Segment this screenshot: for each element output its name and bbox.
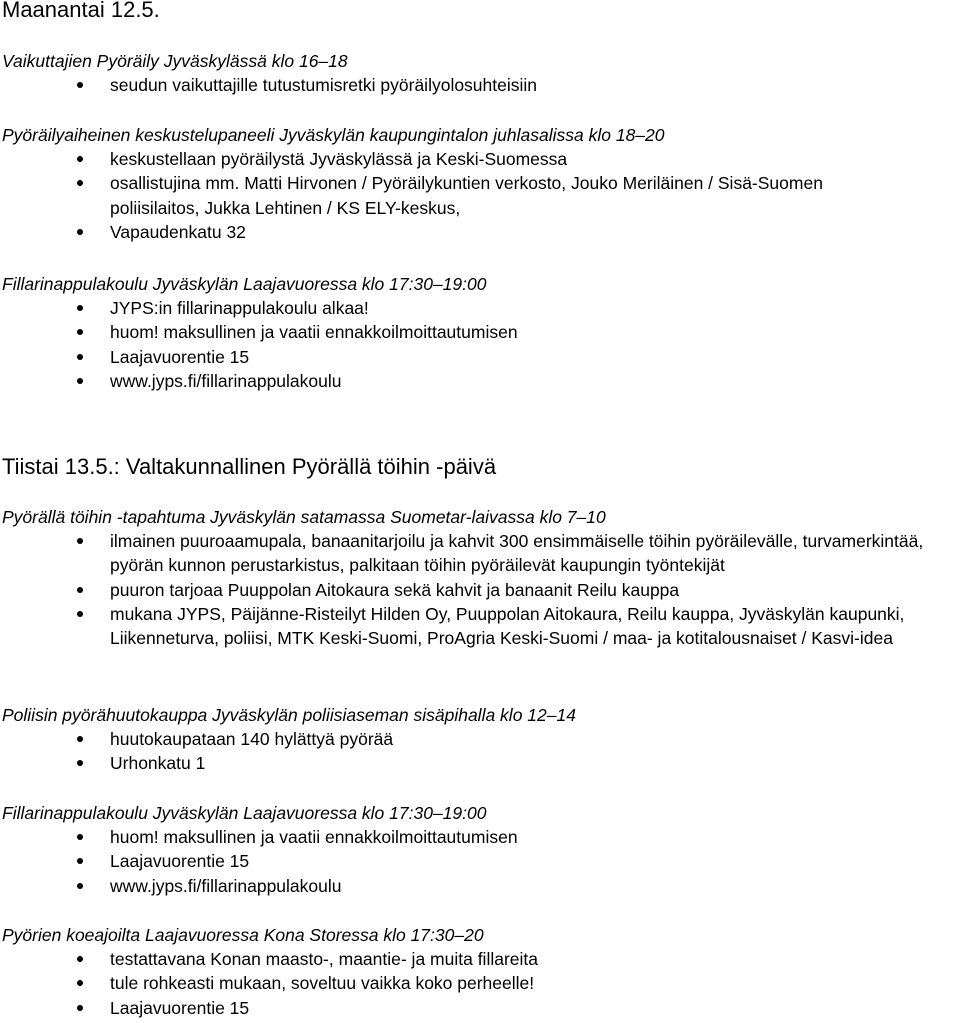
- bullet-icon: [77, 883, 83, 889]
- list-item: www.jyps.fi/fillarinappulakoulu: [110, 874, 518, 898]
- event-title: Fillarinappulakoulu Jyväskylän Laajavuoressa klo 17:30–19:00: [2, 274, 487, 294]
- list-item: JYPS:in fillarinappulakoulu alkaa!: [110, 296, 518, 320]
- event-section: [2, 49, 537, 97]
- day-heading-tuesday: Tiistai 13.5.: Valtakunnallinen Pyörällä töihin -päivä: [2, 454, 497, 479]
- event-section: [2, 123, 952, 244]
- bullet-icon: [77, 611, 83, 617]
- list-item: keskustellaan pyöräilystä Jyväskylässä ja Keski-Suomessa: [110, 147, 952, 171]
- bullet-icon: [77, 329, 83, 335]
- list-item: osallistujina mm. Matti Hirvonen / Pyöräilykuntien verkosto, Jouko Meriläinen / Sisä-Suomen poliisilaitos, Jukka Lehtinen / KS ELY-keskus,: [110, 171, 900, 220]
- event-title: Fillarinappulakoulu Jyväskylän Laajavuoressa klo 17:30–19:00: [2, 803, 487, 823]
- list-item: Laajavuorentie 15: [110, 849, 518, 873]
- bullet-icon: [77, 587, 83, 593]
- bullet-icon: [77, 378, 83, 384]
- bullet-icon: [77, 82, 83, 88]
- bullet-icon: [77, 538, 83, 544]
- list-item: seudun vaikuttajille tutustumisretki pyöräilyolosuhteisiin: [110, 73, 537, 97]
- event-title: Pyöräilyaiheinen keskustelupaneeli Jyväskylän kaupungintalon juhlasalissa klo 18–20: [2, 125, 665, 145]
- bullet-icon: [77, 834, 83, 840]
- day-heading-monday: Maanantai 12.5.: [2, 0, 160, 22]
- list-item: mukana JYPS, Päijänne-Risteilyt Hilden Oy, Puuppolan Aitokaura, Reilu kauppa, Jyväskylän kaupunki, Liikenneturva, poliisi, MTK Keski-Suomi, ProAgria Keski-Suomi / maa- ja kotitalousnaiset / Kasvi-idea: [110, 602, 910, 651]
- bullet-icon: [77, 736, 83, 742]
- list-item: Urhonkatu 1: [110, 751, 576, 775]
- list-item: huom! maksullinen ja vaatii ennakkoilmoittautumisen: [110, 320, 518, 344]
- list-item: huom! maksullinen ja vaatii ennakkoilmoittautumisen: [110, 825, 518, 849]
- bullet-icon: [77, 760, 83, 766]
- list-item: www.jyps.fi/fillarinappulakoulu: [110, 369, 518, 393]
- event-section: [2, 703, 576, 776]
- event-title: Pyörien koeajoilta Laajavuoressa Kona Storessa klo 17:30–20: [2, 925, 484, 945]
- event-title: Vaikuttajien Pyöräily Jyväskylässä klo 16–18: [2, 51, 348, 71]
- event-title: Poliisin pyörähuutokauppa Jyväskylän poliisiaseman sisäpihalla klo 12–14: [2, 705, 576, 725]
- bullet-icon: [77, 305, 83, 311]
- bullet-icon: [77, 956, 83, 962]
- bullet-icon: [77, 156, 83, 162]
- list-item: Laajavuorentie 15: [110, 345, 518, 369]
- list-item: puuron tarjoaa Puuppolan Aitokaura sekä kahvit ja banaanit Reilu kauppa: [110, 578, 960, 602]
- bullet-icon: [77, 1005, 83, 1011]
- list-item: Laajavuorentie 15: [110, 996, 538, 1020]
- bullet-icon: [77, 858, 83, 864]
- bullet-icon: [77, 229, 83, 235]
- event-title: Pyörällä töihin -tapahtuma Jyväskylän satamassa Suometar-laivassa klo 7–10: [2, 507, 606, 527]
- bullet-icon: [77, 354, 83, 360]
- event-section: [2, 505, 960, 650]
- event-section: [2, 272, 518, 393]
- list-item: Vapaudenkatu 32: [110, 220, 952, 244]
- list-item: testattavana Konan maasto-, maantie- ja muita fillareita: [110, 947, 538, 971]
- event-section: [2, 923, 538, 1020]
- list-item: ilmainen puuroaamupala, banaanitarjoilu ja kahvit 300 ensimmäiselle töihin pyöräilevälle, turvamerkintää, pyörän kunnon perustarkistus, palkitaan töihin pyöräilevät kaupungin työntekijät: [110, 529, 958, 578]
- list-item: tule rohkeasti mukaan, soveltuu vaikka koko perheelle!: [110, 971, 538, 995]
- bullet-icon: [77, 180, 83, 186]
- event-section: [2, 801, 518, 898]
- bullet-icon: [77, 980, 83, 986]
- list-item: huutokaupataan 140 hylättyä pyörää: [110, 727, 576, 751]
